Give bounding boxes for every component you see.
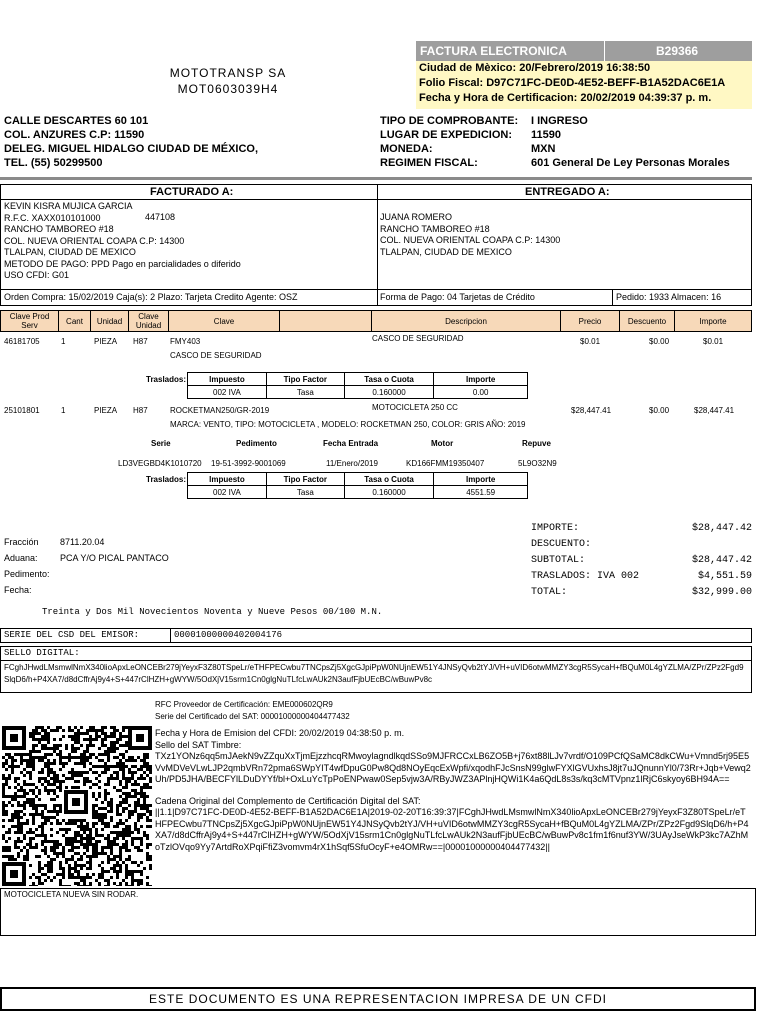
aduana-labels bbox=[4, 534, 50, 598]
aduana-label: Pedimento: bbox=[4, 569, 50, 579]
item-clave: FMY403 bbox=[170, 337, 201, 346]
pedido-almacen: Pedido: 1933 Almacen: 16 bbox=[616, 292, 722, 302]
col-descuento: Descuento bbox=[619, 310, 675, 332]
sello-divider bbox=[0, 660, 752, 661]
tx-value: 002 IVA bbox=[188, 486, 267, 499]
tx-value: 0.160000 bbox=[344, 386, 434, 399]
emisor-address-line: COL. ANZURES C.P: 11590 bbox=[4, 129, 145, 141]
sat-block bbox=[155, 728, 751, 853]
fecha-emision: Fecha y Hora de Emision del CFDI: 20/02/2019 04:38:50 p. m. bbox=[155, 728, 405, 738]
veh-motor: KD166FMM19350407 bbox=[406, 459, 485, 468]
col-clave: Clave bbox=[168, 310, 280, 332]
tx-value: 002 IVA bbox=[188, 386, 267, 399]
tx-header: Tasa o Cuota bbox=[344, 373, 434, 386]
tx-header: Impuesto bbox=[188, 473, 267, 486]
item-cant: 1 bbox=[61, 337, 66, 346]
veh-header-motor: Motor bbox=[431, 439, 454, 448]
comprobante-labels bbox=[380, 114, 518, 170]
veh-fecha: 11/Enero/2019 bbox=[326, 459, 378, 468]
col-clave-prod: Clave Prod Serv bbox=[0, 310, 59, 332]
item-descuento: $0.00 bbox=[649, 337, 670, 346]
item-unidad: PIEZA bbox=[94, 406, 118, 415]
importe-letra: Treinta y Dos Mil Novecientos Noventa y Nueve Pesos 00/100 M.N. bbox=[42, 607, 383, 617]
total-label: TOTAL: bbox=[531, 587, 568, 598]
entregado-line: TLALPAN, CIUDAD DE MEXICO bbox=[380, 246, 512, 257]
qr-code bbox=[2, 726, 152, 886]
rfc-proveedor: RFC Proveedor de Certificación: EME000602QR9 bbox=[155, 700, 333, 709]
item-clave: ROCKETMAN250/GR-2019 bbox=[170, 406, 270, 415]
sello-sat-label: Sello del SAT Timbre: bbox=[155, 739, 242, 750]
aduana-value: PCA Y/O PICAL PANTACO bbox=[60, 553, 169, 563]
entregado-line: COL. NUEVA ORIENTAL COAPA C.P: 14300 bbox=[380, 235, 561, 245]
item-descripcion: CASCO DE SEGURIDAD bbox=[170, 351, 262, 360]
emisor-address-line: DELEG. MIGUEL HIDALGO CIUDAD DE MÉXICO, bbox=[4, 143, 259, 155]
item-cant: 1 bbox=[61, 406, 66, 415]
total-value bbox=[660, 537, 752, 553]
tx-header: Importe bbox=[434, 373, 528, 386]
total-value: $32,999.00 bbox=[691, 587, 752, 598]
entregado-line: JUANA ROMERO bbox=[380, 212, 453, 222]
csd-label: SERIE DEL CSD DEL EMISOR: bbox=[4, 630, 140, 640]
orden-divider bbox=[612, 289, 613, 306]
item-precio: $28,447.41 bbox=[571, 406, 612, 415]
comprobante-values bbox=[531, 114, 730, 170]
facturado-line: METODO DE PAGO: PPD Pago en parcialidades o diferido bbox=[4, 258, 241, 269]
col-unidad: Unidad bbox=[90, 310, 129, 332]
comprobante-label: LUGAR DE EXPEDICION: bbox=[380, 129, 513, 141]
comprobante-value: 11590 bbox=[531, 129, 561, 141]
tx-value: 0.160000 bbox=[344, 486, 434, 499]
emisor-tel: TEL. (55) 50299500 bbox=[4, 157, 103, 169]
comprobante-value: MXN bbox=[531, 143, 556, 155]
fecha-certificacion: Fecha y Hora de Certificacion: 20/02/2019 04:39:37 p. m. bbox=[419, 92, 712, 104]
folio-fiscal: Folio Fiscal: D97C71FC-DE0D-4E52-BEFF-B1A52DAC6E1A bbox=[419, 77, 726, 89]
comprobante-value: 601 General De Ley Personas Morales bbox=[531, 157, 730, 169]
aduana-value bbox=[60, 582, 169, 598]
totales-values bbox=[660, 521, 752, 601]
serie-sat: Serie del Certificado del SAT: 00001000000404477432 bbox=[155, 712, 350, 721]
veh-header-pedimento: Pedimento bbox=[236, 439, 277, 448]
item-importe: $0.01 bbox=[703, 337, 724, 346]
traslados-label: Traslados: bbox=[146, 375, 187, 384]
emisor-name: MOTOTRANSP SA bbox=[169, 66, 287, 80]
veh-header-repuve: Repuve bbox=[522, 439, 551, 448]
item-desc-top: CASCO DE SEGURIDAD bbox=[372, 334, 464, 343]
comprobante-label: TIPO DE COMPROBANTE: bbox=[380, 115, 519, 127]
veh-repuve: 5L9O32N9 bbox=[518, 459, 557, 468]
csd-divider bbox=[170, 628, 171, 643]
traslados-table bbox=[187, 372, 528, 399]
invoice-header-info bbox=[416, 61, 752, 109]
emisor-rfc: MOT0603039H4 bbox=[177, 82, 279, 96]
item-clave-prod: 46181705 bbox=[4, 337, 40, 346]
comprobante-label: REGIMEN FISCAL: bbox=[380, 157, 478, 169]
item-clave-unidad: H87 bbox=[133, 406, 148, 415]
comprobante-label: MONEDA: bbox=[380, 143, 433, 155]
facturado-details bbox=[4, 201, 241, 282]
orden-compra: Orden Compra: 15/02/2019 Caja(s): 2 Plazo: Tarjeta Credito Agente: OSZ bbox=[4, 292, 298, 302]
tx-value: Tasa bbox=[266, 386, 344, 399]
entregado-title: ENTREGADO A: bbox=[525, 186, 610, 198]
item-precio: $0.01 bbox=[580, 337, 601, 346]
ciudad-fecha: Ciudad de Mèxico: 20/Febrero/2019 16:38:50 bbox=[419, 62, 651, 74]
csd-value: 00001000000402004176 bbox=[174, 630, 283, 640]
tx-value: Tasa bbox=[266, 486, 344, 499]
totales-labels bbox=[531, 521, 639, 601]
total-label: IMPORTE: bbox=[531, 523, 580, 534]
orden-divider bbox=[377, 289, 378, 306]
cadena-label: Cadena Original del Complemento de Certificación Digital del SAT: bbox=[155, 795, 421, 806]
emisor-address-line: CALLE DESCARTES 60 101 bbox=[4, 115, 149, 127]
item-clave-unidad: H87 bbox=[133, 337, 148, 346]
facturado-line: R.F.C. XAXX010101000 bbox=[4, 212, 101, 223]
traslados-label: Traslados: bbox=[146, 475, 187, 484]
tx-value: 4551.59 bbox=[434, 486, 528, 499]
tx-header: Tipo Factor bbox=[266, 373, 344, 386]
facturado-line: RANCHO TAMBOREO #18 bbox=[4, 224, 114, 234]
tx-header: Impuesto bbox=[188, 373, 267, 386]
forma-pago: Forma de Pago: 04 Tarjetas de Crédito bbox=[380, 292, 535, 302]
tx-header: Importe bbox=[434, 473, 528, 486]
sello-sat: TXz1YONz6qq5mJAekN9vZZquXxTjmEjzzhcqRMwoylagndlkqdSSo9MJFRCCxLB6ZO5B+j76xt88lLJv7vrdf/O109PCfQSaMC8dkCWu+Vmnd5rj95E5VvMDVeVLwLJP2qmbVRn72pma6SWpYIT4wfDpuG0Pw8Qd8NOyEqcExWpfi/xqodhFJcSnsN99glwFYXlGVUxhsJ8jt7uJQnunnYl0/73Rr+Jqb+Vewq2Uh/PD5JHA/BECFYlLDuDYYf/bl+OxLuYcTpPoENPwaw0Sep5vjw3A/RByJWZ3APlnjHQWi1K4a6QdL8s3s/kq3cMTVpnz1lRjC6skyoy6BH94A== bbox=[155, 751, 751, 784]
facturado-line: TLALPAN, CIUDAD DE MEXICO bbox=[4, 247, 136, 257]
item-descripcion: MARCA: VENTO, TIPO: MOTOCICLETA , MODELO: ROCKETMAN 250, COLOR: GRIS AÑO: 2019 bbox=[170, 420, 526, 429]
tx-value: 0.00 bbox=[434, 386, 528, 399]
col-cant: Cant bbox=[58, 310, 91, 332]
invoice-serie: B29366 bbox=[656, 44, 699, 58]
veh-header-serie: Serie bbox=[151, 439, 171, 448]
aduana-label: Fecha: bbox=[4, 585, 32, 595]
facturado-line: KEVIN KISRA MUJICA GARCIA bbox=[4, 201, 133, 211]
tx-header: Tasa o Cuota bbox=[344, 473, 434, 486]
col-importe: Importe bbox=[674, 310, 752, 332]
col-blank bbox=[279, 310, 372, 332]
aduana-label: Fracción bbox=[4, 537, 39, 547]
sello-digital-label: SELLO DIGITAL: bbox=[4, 648, 80, 658]
aduana-value bbox=[60, 566, 169, 582]
invoice-title: FACTURA ELECTRONICA bbox=[420, 44, 567, 58]
entregado-line: RANCHO TAMBOREO #18 bbox=[380, 223, 490, 234]
facturado-line: COL. NUEVA ORIENTAL COAPA C.P: 14300 bbox=[4, 235, 185, 246]
item-unidad: PIEZA bbox=[94, 337, 118, 346]
aduana-label: Aduana: bbox=[4, 553, 38, 563]
total-label: TRASLADOS: IVA 002 bbox=[531, 571, 640, 582]
header-divider bbox=[0, 177, 752, 180]
facturado-line: USO CFDI: G01 bbox=[4, 270, 70, 280]
tx-header: Tipo Factor bbox=[266, 473, 344, 486]
item-importe: $28,447.41 bbox=[694, 406, 735, 415]
total-label: DESCUENTO: bbox=[531, 539, 592, 550]
col-clave-unidad: Clave Unidad bbox=[128, 310, 169, 332]
total-value: $28,447.42 bbox=[691, 555, 752, 566]
total-value: $4,551.59 bbox=[697, 571, 752, 582]
col-descripcion: Descripcion bbox=[371, 310, 561, 332]
comprobante-value: I INGRESO bbox=[531, 115, 588, 127]
sello-digital-value: FCghJHwdLMsmwlNmX340lioApxLeONCEBr279jYeyxF3Z80TSpeLr/eTHFPECwbu7TNCpsZj5XgcGJpiPpW0NUjnEW51Y4JNSyQvb2tYJ/VH+uVID6otwMMZY3cgR5SycaH+fBQuM0L4gYZLMA/ZPr/ZPz2Fgd9SlqD6/h+P4XA7/d8dCffrAj9y4+S+447rClHZH+gWYW/5OdXjV15srm1Cn0glgNuTLfcLwAUk2N3aufFjbUEcBC/wBuwPv8c bbox=[4, 663, 744, 684]
invoice-title-bar bbox=[416, 41, 752, 61]
traslados-table bbox=[187, 472, 528, 499]
footer-text: ESTE DOCUMENTO ES UNA REPRESENTACION IMPRESA DE UN CFDI bbox=[149, 992, 607, 1006]
aduana-value: 8711.20.04 bbox=[60, 537, 105, 547]
entregado-details bbox=[380, 212, 560, 258]
item-desc-top: MOTOCICLETA 250 CC bbox=[372, 403, 458, 412]
facturado-title: FACTURADO A: bbox=[150, 186, 234, 198]
col-precio: Precio bbox=[560, 310, 620, 332]
observaciones: MOTOCICLETA NUEVA SIN RODAR. bbox=[4, 890, 139, 899]
emisor-address bbox=[4, 114, 258, 170]
item-descuento: $0.00 bbox=[649, 406, 670, 415]
total-label: SUBTOTAL: bbox=[531, 555, 586, 566]
aduana-values bbox=[60, 534, 169, 598]
total-value: $28,447.42 bbox=[691, 523, 752, 534]
veh-serie: LD3VEGBD4K1010720 bbox=[118, 459, 202, 468]
item-clave-prod: 25101801 bbox=[4, 406, 40, 415]
parties-header-line bbox=[0, 199, 752, 200]
client-number: 447108 bbox=[145, 212, 176, 222]
cadena-original: ||1.1|D97C71FC-DE0D-4E52-BEFF-B1A52DAC6E1A|2019-02-20T16:39:37|FCghJHwdLMsmwlNmX340lioApxLeONCEBr279jYeyxF3Z80TSpeLr/eTHFPECwbu7TNCpsZj5XgcGJpiPpW0NUjnEW51Y4JNSyQvb2tYJ/VH+uVID6otwMMZY3cgR5SycaH+fBQuM0L4gYZLMA/ZPr/ZPz2Fgd9SlqD6/h+P4XA7/d8dCffrAj9y4+S+447rClHZH+gWYW/5OdXjV15srm1Cn0glgNuTLfcLwAUk2N3aufFjbUEcBC/wBuwPv8c1fm1f6nuf3YW/3UAyJseWkP3kc7AZhMoTzlOVqo9Yy7ArtdRoXPqiFfiZ3vomvm4rX1hSqf5SfuOcyF+e4OMRw==|00001000000404477432|| bbox=[155, 807, 749, 852]
parties-divider bbox=[377, 184, 378, 306]
veh-header-fecha: Fecha Entrada bbox=[323, 439, 379, 448]
veh-pedimento: 19-51-3992-9001069 bbox=[211, 459, 286, 468]
